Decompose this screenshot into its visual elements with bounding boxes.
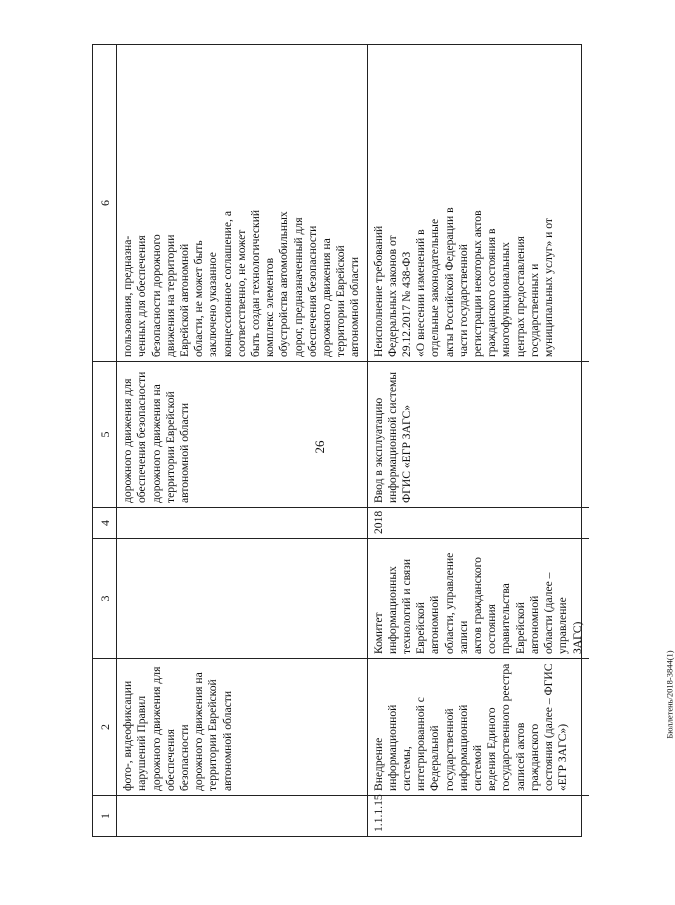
header-col-6: 6 — [98, 200, 112, 206]
table-row — [117, 45, 367, 836]
result-cell: Ввод в эксплуатацию информационной системы ФГИС «ЕГР ЗАГС» — [368, 361, 589, 507]
header-col-3: 3 — [93, 538, 116, 658]
header-col-4: 4 — [93, 507, 116, 538]
table-row — [368, 45, 589, 836]
header-col-1: 1 — [93, 795, 116, 836]
executor-cell: Комитет информационных технологий и связи Еврейской автономной области, управление записи актов гражданского состояния правительства Еврейской автономной области (далее – управление ЗАГС) — [368, 538, 589, 658]
header-col-2: 2 — [93, 658, 116, 795]
measure-cell: фото-, видеофиксации нарушений Правил дорожного движения для обеспечения безопасности дорожного движения на территории Еврейской автономной области — [117, 658, 366, 795]
risks-cell: Неисполнение требований Федеральных законов от 29.12.2017 № 438-ФЗ «О внесении изменений в отдельные законодательные акты Российской Федерации в части государственной регистрации некоторых актов гражданского состояния в многофункциональных центрах предоставления государственных и муниципальных услуг» и от — [371, 207, 556, 357]
page-number: 26 — [312, 440, 327, 454]
header-col-5: 5 — [93, 361, 116, 507]
executor-cell — [117, 538, 366, 658]
result-cell: дорожного движения для обеспечения безопасности дорожного движения на территории Еврейской автономной области — [117, 361, 366, 507]
risks-cell: пользования, предназна- ченных для обеспечения безопасности дорожного движения на территории Еврейской автономной области, не может быть заключено указанное концессионное соглашение, а соответственно, не может быть создан технологический комплекс элементов обустройства автомобильных дорог, предназначенный для обеспечения безопасности дорожного движения на территории Еврейской автономной области — [121, 209, 362, 357]
bulletin-stamp: Бюллетень/2018-3844(1) — [664, 650, 675, 739]
table-header-row — [93, 45, 117, 836]
row-number-cell: 1.1.1.15 — [368, 795, 589, 836]
year-cell — [117, 507, 366, 538]
measures-table — [92, 44, 582, 837]
year-cell: 2018 — [368, 507, 589, 538]
row-number-cell — [117, 795, 366, 836]
measure-cell: Внедрение информационной системы, интегрированной с Федеральной государственной информационной системой ведения Единого государственного реестра записей актов гражданского состояния (далее – ФГИС «ЕГР ЗАГС») — [368, 658, 589, 795]
